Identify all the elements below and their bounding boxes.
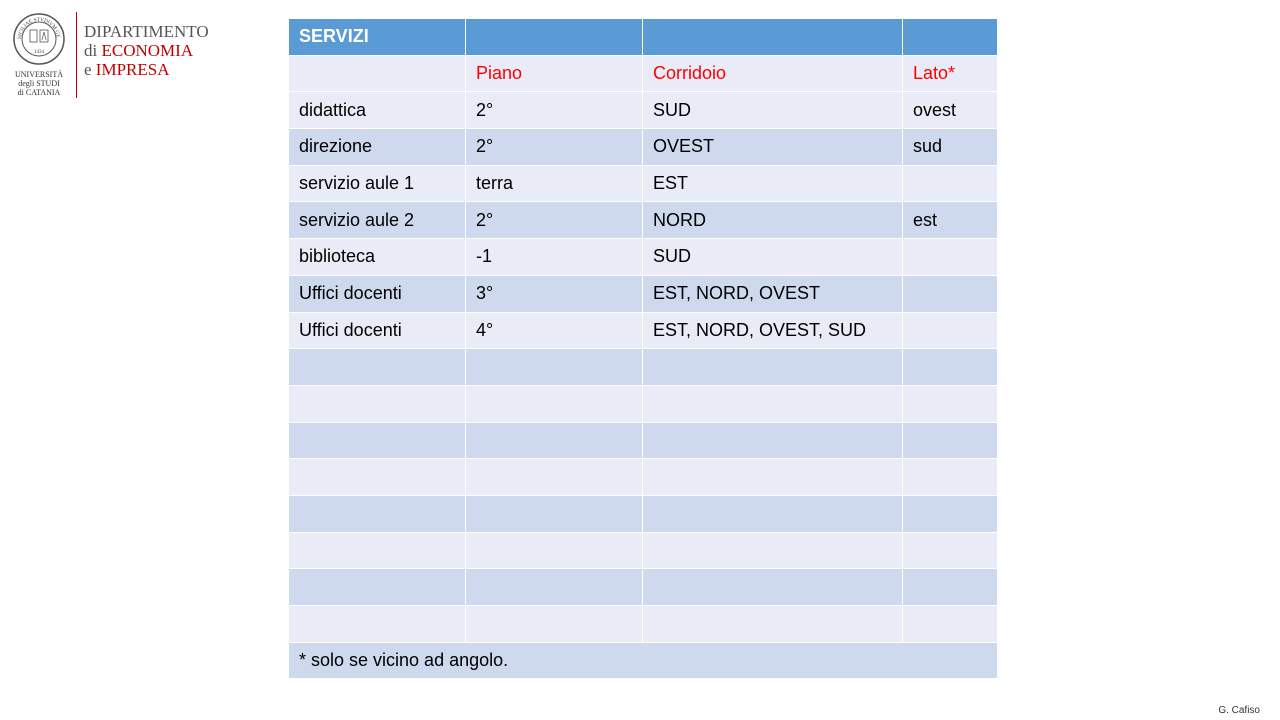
column-header-row bbox=[289, 55, 998, 92]
table-cell: 2° bbox=[466, 202, 643, 239]
department-logo bbox=[12, 12, 232, 102]
table-cell bbox=[289, 349, 466, 386]
table-cell: 2° bbox=[466, 129, 643, 166]
column-header-corridoio: Corridoio bbox=[643, 55, 903, 92]
table-cell: didattica bbox=[289, 92, 466, 129]
table-cell bbox=[466, 349, 643, 386]
table-cell: 2° bbox=[466, 92, 643, 129]
table-cell bbox=[643, 349, 903, 386]
table-cell: SUD bbox=[643, 239, 903, 276]
table-cell bbox=[466, 532, 643, 569]
table-cell bbox=[903, 495, 998, 532]
table-cell bbox=[903, 165, 998, 202]
author-credit: G. Cafiso bbox=[1218, 705, 1260, 716]
table-cell: NORD bbox=[643, 202, 903, 239]
table-cell bbox=[289, 569, 466, 606]
department-word: ECONOMIA bbox=[101, 41, 194, 60]
table-cell: est bbox=[903, 202, 998, 239]
column-header-piano: Piano bbox=[466, 55, 643, 92]
department-line: DIPARTIMENTO bbox=[84, 22, 209, 41]
table-cell bbox=[643, 385, 903, 422]
table-cell bbox=[289, 606, 466, 643]
table-cell bbox=[903, 385, 998, 422]
table-cell: 3° bbox=[466, 275, 643, 312]
column-header bbox=[289, 55, 466, 92]
table-cell bbox=[643, 495, 903, 532]
department-name bbox=[84, 22, 209, 79]
table-cell bbox=[903, 349, 998, 386]
table-cell bbox=[903, 275, 998, 312]
seal-text: SICILIAE STVDIVM GE bbox=[16, 16, 61, 40]
table-cell: EST, NORD, OVEST, SUD bbox=[643, 312, 903, 349]
table-row bbox=[289, 532, 998, 569]
table-cell: servizio aule 1 bbox=[289, 165, 466, 202]
table-cell: 4° bbox=[466, 312, 643, 349]
table-row bbox=[289, 312, 998, 349]
table-row bbox=[289, 129, 998, 166]
table-row bbox=[289, 239, 998, 276]
table-cell: terra bbox=[466, 165, 643, 202]
table-cell bbox=[903, 569, 998, 606]
table-cell bbox=[903, 606, 998, 643]
table-cell bbox=[643, 422, 903, 459]
table-row bbox=[289, 275, 998, 312]
table-cell bbox=[903, 459, 998, 496]
table-cell: biblioteca bbox=[289, 239, 466, 276]
table-row bbox=[289, 165, 998, 202]
table-cell bbox=[289, 385, 466, 422]
table-cell bbox=[466, 422, 643, 459]
table-cell: sud bbox=[903, 129, 998, 166]
table-cell bbox=[903, 312, 998, 349]
table-row bbox=[289, 459, 998, 496]
table-cell bbox=[643, 19, 903, 56]
table-cell bbox=[289, 459, 466, 496]
footnote: * solo se vicino ad angolo. bbox=[289, 642, 998, 679]
table-row bbox=[289, 202, 998, 239]
table-cell bbox=[289, 532, 466, 569]
table-cell bbox=[289, 495, 466, 532]
services-table bbox=[288, 18, 998, 679]
table-cell bbox=[643, 532, 903, 569]
table-cell: Uffici docenti bbox=[289, 275, 466, 312]
table-row bbox=[289, 92, 998, 129]
table-cell: servizio aule 2 bbox=[289, 202, 466, 239]
footnote-row bbox=[289, 642, 998, 679]
university-line: degli STUDI bbox=[18, 79, 60, 88]
table-cell bbox=[466, 19, 643, 56]
department-line: e IMPRESA bbox=[84, 60, 170, 79]
university-line: UNIVERSITÀ bbox=[15, 70, 63, 79]
table-cell bbox=[643, 606, 903, 643]
seal-year: 1434 bbox=[34, 50, 44, 55]
table-cell bbox=[903, 422, 998, 459]
table-cell bbox=[643, 569, 903, 606]
table-cell bbox=[903, 19, 998, 56]
svg-text:SICILIAE STVDIVM GENERALE bbox=[12, 12, 61, 39]
table-row bbox=[289, 495, 998, 532]
table-cell bbox=[466, 385, 643, 422]
university-seal-icon bbox=[12, 12, 66, 66]
table-row bbox=[289, 349, 998, 386]
table-cell: direzione bbox=[289, 129, 466, 166]
university-name bbox=[12, 70, 66, 97]
table-cell bbox=[903, 239, 998, 276]
table-cell: EST, NORD, OVEST bbox=[643, 275, 903, 312]
table-cell: OVEST bbox=[643, 129, 903, 166]
table-row bbox=[289, 569, 998, 606]
table-row bbox=[289, 422, 998, 459]
table-cell: EST bbox=[643, 165, 903, 202]
department-line: di ECONOMIA bbox=[84, 41, 194, 60]
table-cell bbox=[903, 532, 998, 569]
table-title: SERVIZI bbox=[289, 19, 466, 56]
table-row bbox=[289, 606, 998, 643]
column-header-lato: Lato* bbox=[903, 55, 998, 92]
table-cell: Uffici docenti bbox=[289, 312, 466, 349]
table-cell bbox=[466, 569, 643, 606]
university-line: di CATANIA bbox=[17, 88, 61, 97]
table-cell bbox=[466, 495, 643, 532]
table-cell: -1 bbox=[466, 239, 643, 276]
table-cell bbox=[466, 459, 643, 496]
table-title-row bbox=[289, 19, 998, 56]
logo-divider bbox=[76, 12, 77, 98]
table-cell bbox=[289, 422, 466, 459]
department-word: IMPRESA bbox=[95, 60, 170, 79]
table-row bbox=[289, 385, 998, 422]
table-cell: ovest bbox=[903, 92, 998, 129]
table-cell bbox=[643, 459, 903, 496]
table-cell: SUD bbox=[643, 92, 903, 129]
table-cell bbox=[466, 606, 643, 643]
